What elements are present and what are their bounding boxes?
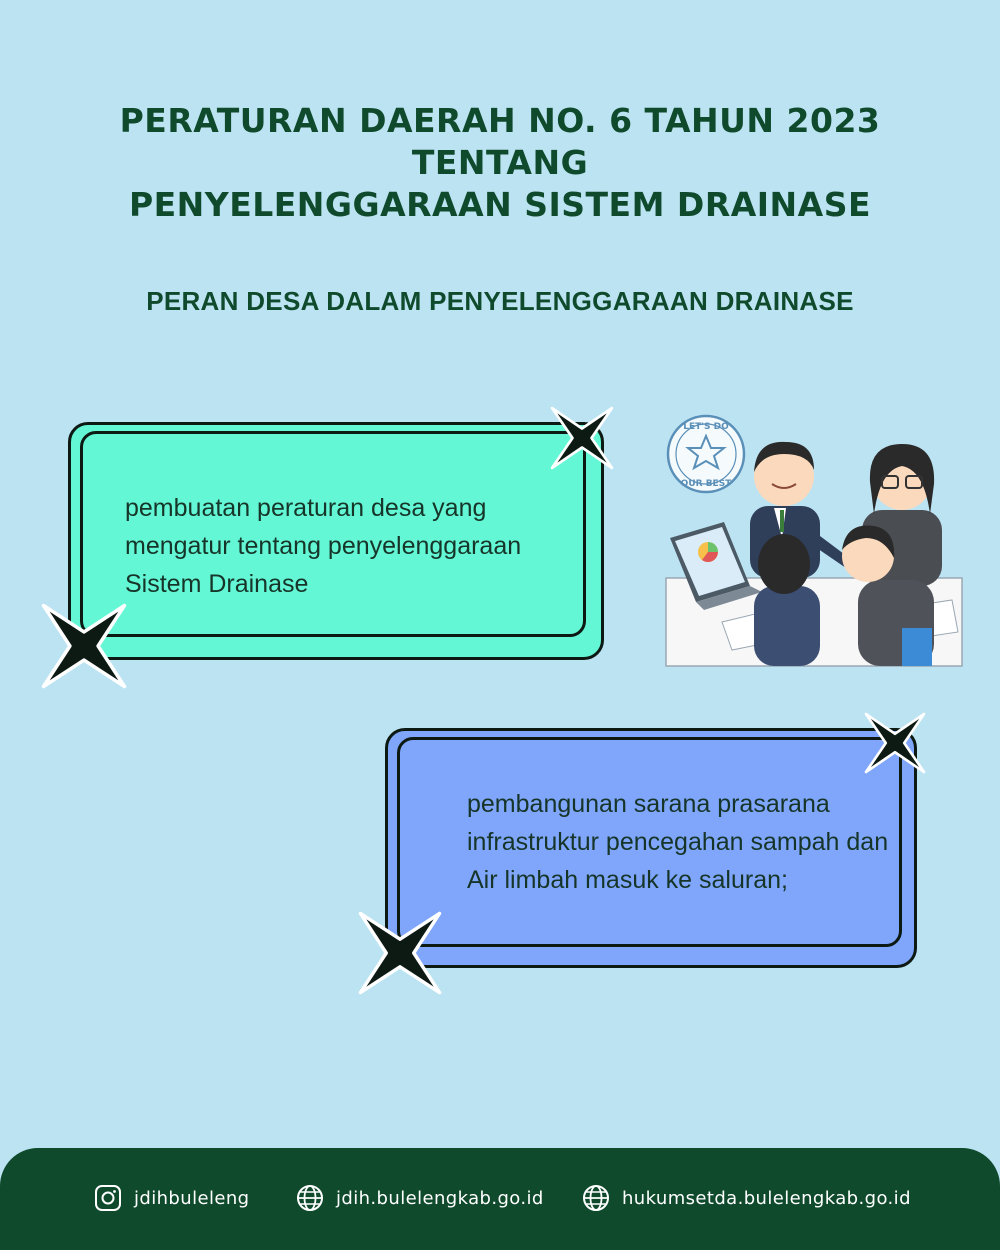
title-line-3: PENYELENGGARAAN SISTEM DRAINASE [128,185,872,224]
sparkle-star-icon [356,910,444,996]
sparkle-star-icon [38,602,130,690]
page-title [0,100,1000,226]
info-card-2 [385,728,920,973]
card-body [80,431,586,637]
website-contact-1[interactable] [296,1184,544,1212]
team-meeting-illustration [662,410,964,668]
card-text: pembangunan sarana prasarana infrastruktur pencegahan sampah dan Air limbah masuk ke saluran; [467,790,889,894]
sparkle-star-icon [862,710,928,776]
svg-text:OUR BEST: OUR BEST [680,479,732,489]
page-subtitle: PERAN DESA DALAM PENYELENGGARAAN DRAINASE [146,286,854,316]
website-link-1[interactable]: jdih.bulelengkab.go.id [336,1187,544,1209]
website-contact-2[interactable] [582,1184,911,1212]
card-text: pembuatan peraturan desa yang mengatur tentang penyelenggaraan Sistem Drainase [125,494,522,598]
svg-text:LET'S DO: LET'S DO [683,422,729,432]
card-body [397,737,902,947]
info-card-1 [68,422,608,662]
globe-icon [582,1184,610,1212]
title-line-1: PERATURAN DAERAH NO. 6 TAHUN 2023 [119,101,881,140]
globe-icon [296,1184,324,1212]
sparkle-star-icon [548,404,616,472]
website-link-2[interactable]: hukumsetda.bulelengkab.go.id [622,1187,911,1209]
instagram-icon [94,1184,122,1212]
title-line-2: TENTANG [411,143,589,182]
instagram-handle[interactable]: jdihbuleleng [134,1187,250,1209]
instagram-contact[interactable] [94,1184,249,1212]
footer-bar [0,1148,1000,1250]
stamp-icon [668,416,744,492]
